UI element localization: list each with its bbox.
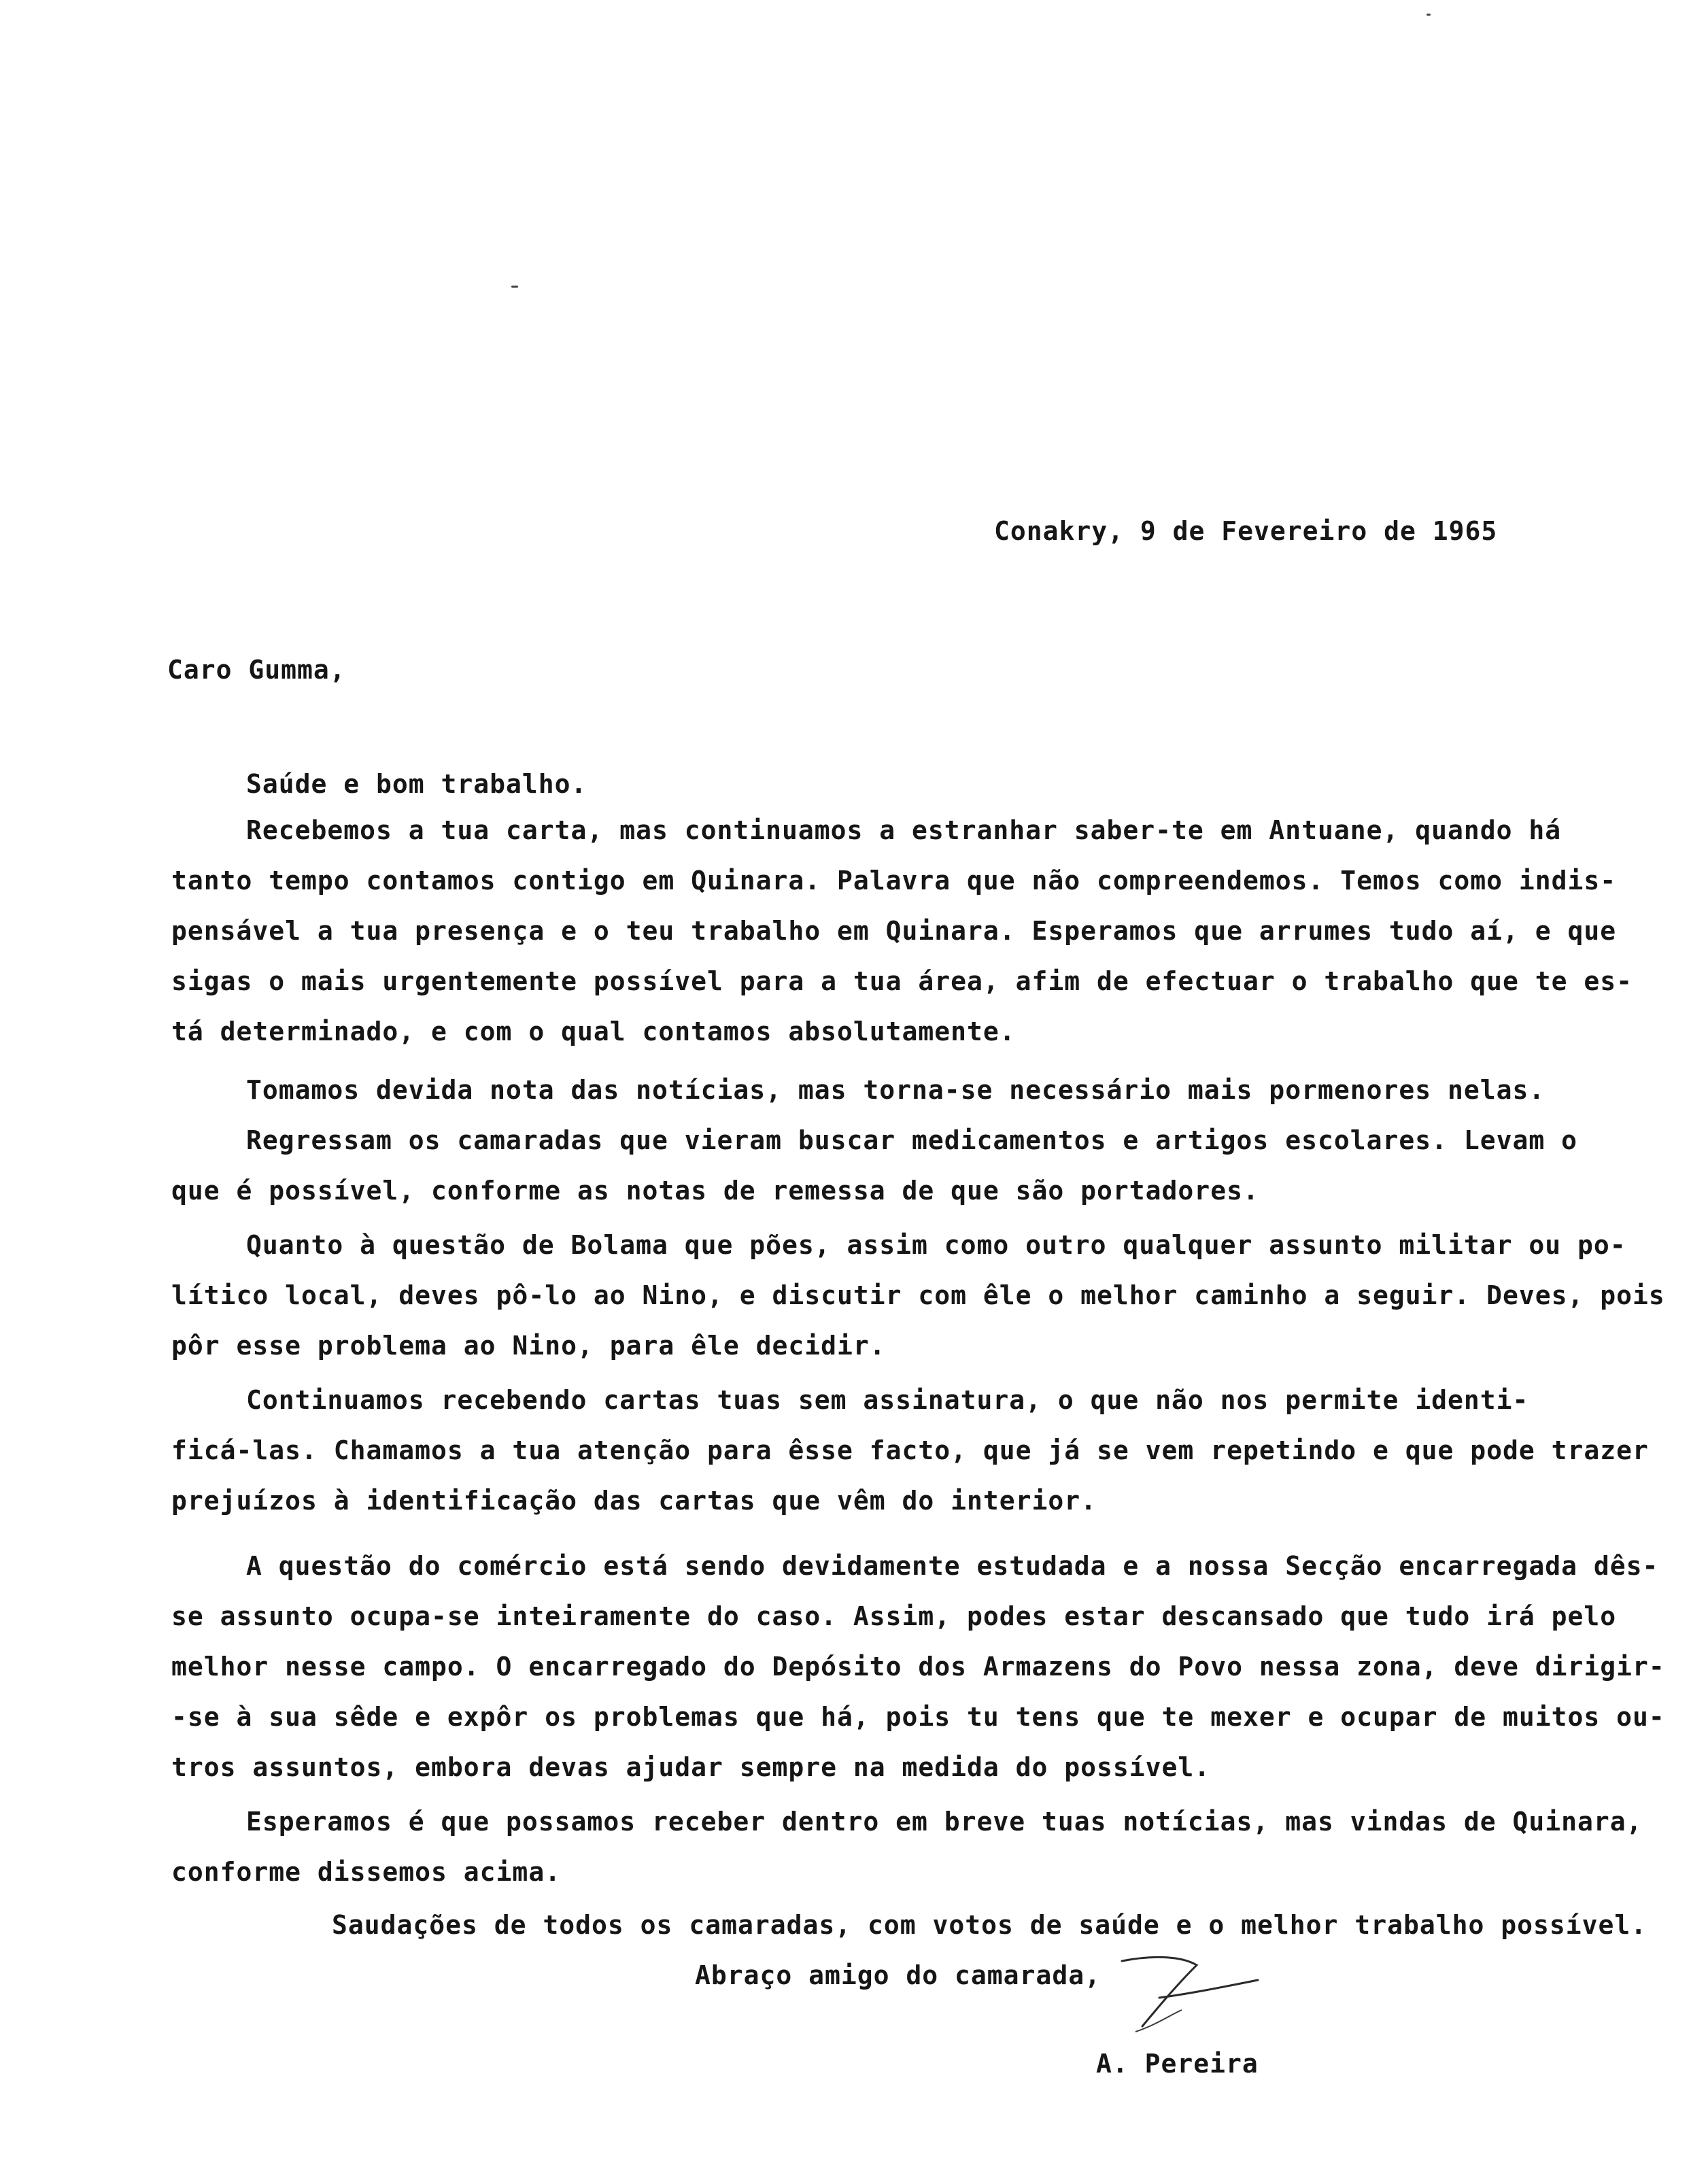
letter-line: tanto tempo contamos contigo em Quinara. Palavra que não compreendemos. Temos como indis- [171, 866, 1617, 896]
letter-line: lítico local, deves pô-lo ao Nino, e discutir com êle o melhor caminho a seguir. Deves, pois [171, 1280, 1665, 1310]
letter-line: pensável a tua presença e o teu trabalho em Quinara. Esperamos que arrumes tudo aí, e que [171, 916, 1617, 946]
letter-line: se assunto ocupa-se inteiramente do caso. Assim, podes estar descansado que tudo irá pelo [171, 1601, 1617, 1631]
letter-line: melhor nesse campo. O encarregado do Depósito dos Armazens do Povo nessa zona, deve dirigir- [171, 1652, 1665, 1682]
letter-date: Conakry, 9 de Fevereiro de 1965 [994, 516, 1498, 546]
letter-line: pôr esse problema ao Nino, para êle decidir. [171, 1331, 886, 1361]
letter-line: sigas o mais urgentemente possível para a tua área, afim de efectuar o trabalho que te es- [171, 966, 1633, 996]
letter-line: ficá-las. Chamamos a tua atenção para êsse facto, que já se vem repetindo e que pode trazer [171, 1435, 1649, 1465]
page-speck [511, 286, 518, 288]
letter-closing-greeting: Saudações de todos os camaradas, com votos de saúde e o melhor trabalho possível. [332, 1910, 1647, 1940]
letter-line: que é possível, conforme as notas de remessa de que são portadores. [171, 1176, 1259, 1206]
letter-line: Continuamos recebendo cartas tuas sem assinatura, o que não nos permite identi- [246, 1385, 1529, 1415]
letter-line: A questão do comércio está sendo devidamente estudada e a nossa Secção encarregada dês- [246, 1551, 1659, 1581]
letter-line: -se à sua sêde e expôr os problemas que há, pois tu tens que te mexer e ocupar de muitos ou- [171, 1702, 1665, 1732]
letter-line: Tomamos devida nota das notícias, mas torna-se necessário mais pormenores nelas. [246, 1075, 1545, 1105]
handwritten-signature [1095, 1945, 1271, 2040]
letter-closing-valediction: Abraço amigo do camarada, [695, 1960, 1101, 1990]
letter-line: tros assuntos, embora devas ajudar sempre na medida do possível. [171, 1752, 1211, 1782]
letter-line: Regressam os camaradas que vieram buscar medicamentos e artigos escolares. Levam o [246, 1125, 1577, 1155]
page-speck [1427, 14, 1431, 16]
letter-salutation: Caro Gumma, [167, 655, 346, 685]
letter-line: Saúde e bom trabalho. [246, 769, 587, 799]
letter-line: Quanto à questão de Bolama que pões, assim como outro qualquer assunto militar ou po- [246, 1230, 1626, 1260]
letter-line: tá determinado, e com o qual contamos absolutamente. [171, 1017, 1016, 1046]
signature-name: A. Pereira [1096, 2049, 1259, 2079]
letter-line: Esperamos é que possamos receber dentro em breve tuas notícias, mas vindas de Quinara, [246, 1807, 1643, 1837]
letter-line: conforme dissemos acima. [171, 1857, 562, 1887]
letter-line: Recebemos a tua carta, mas continuamos a estranhar saber-te em Antuane, quando há [246, 815, 1562, 845]
letter-line: prejuízos à identificação das cartas que vêm do interior. [171, 1486, 1097, 1516]
